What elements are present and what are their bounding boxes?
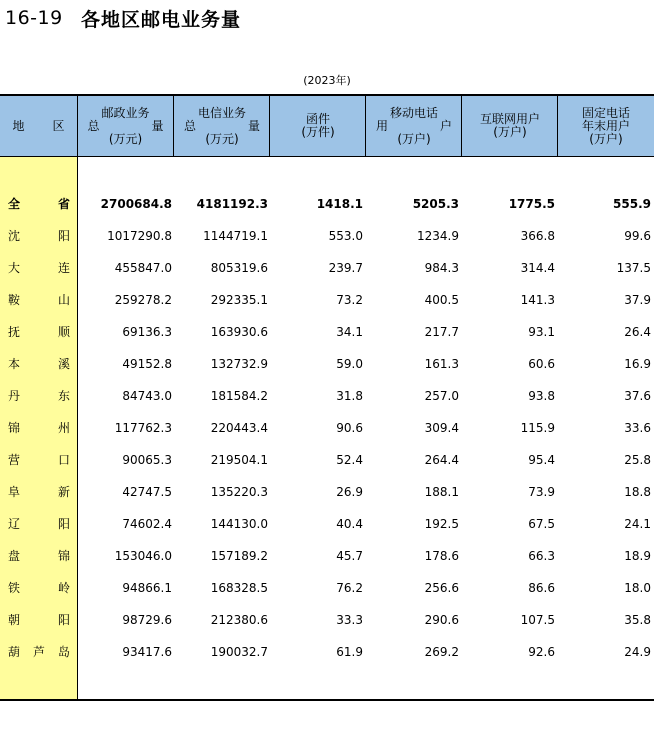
cell-parcels: 553.0 [328,229,363,243]
cell-internet: 1775.5 [508,197,555,211]
cell-telecom: 163930.6 [210,325,268,339]
cell-postal: 94866.1 [122,581,172,595]
region-char: 全 [8,197,21,211]
region-name [8,636,70,668]
region-char: 盘 [8,549,21,563]
region-char: 口 [57,453,70,467]
cell-telecom: 181584.2 [210,389,268,403]
cell-postal: 153046.0 [114,549,172,563]
table-row [0,476,654,508]
header-postal-line1: 邮政业务 [101,105,150,120]
header-postal [77,95,174,157]
year-label: (2023年) [303,74,351,87]
cell-parcels: 31.8 [336,389,363,403]
title-row [5,5,241,31]
cell-postal: 74602.4 [122,517,172,531]
table-row [0,380,654,412]
header-mobile-line1: 移动电话 [389,105,438,120]
header-telecom-line1: 电信业务 [197,105,246,120]
cell-parcels: 52.4 [336,453,363,467]
cell-fixed: 99.6 [624,229,651,243]
table-row-total [0,188,654,220]
header-internet [462,95,558,157]
cell-parcels: 239.7 [328,261,363,275]
cell-fixed: 18.9 [624,549,651,563]
region-name [8,380,70,412]
cell-internet: 141.3 [520,293,555,307]
cell-fixed: 37.9 [624,293,651,307]
cell-fixed: 25.8 [624,453,651,467]
cell-fixed: 26.4 [624,325,651,339]
cell-telecom: 135220.3 [210,485,268,499]
cell-parcels: 40.4 [336,517,363,531]
header-internet-line1: 互联网用户 [479,112,540,126]
header-mobile-line2: 用 户 [376,118,452,133]
header-region [0,95,77,157]
cell-internet: 66.3 [528,549,555,563]
region-name [8,412,70,444]
cell-mobile: 161.3 [424,357,459,371]
table-row [0,540,654,572]
table-title: 各地区邮电业务量 [81,8,242,31]
region-char: 州 [57,421,70,435]
cell-telecom: 144130.0 [210,517,268,531]
cell-internet: 67.5 [528,517,555,531]
cell-internet: 73.9 [528,485,555,499]
region-char: 山 [57,293,70,307]
region-char: 锦 [8,421,21,435]
cell-telecom: 168328.5 [210,581,268,595]
region-name [8,252,70,284]
table-row [0,316,654,348]
cell-internet: 366.8 [520,229,555,243]
cell-mobile: 178.6 [424,549,459,563]
cell-internet: 92.6 [528,645,555,659]
table-row [0,284,654,316]
cell-telecom: 132732.9 [210,357,268,371]
region-name [8,540,70,572]
region-name [8,284,70,316]
region-char: 溪 [57,357,70,371]
cell-fixed: 18.8 [624,485,651,499]
header-mobile [366,95,462,157]
header-fixed-line1: 固定电话 [581,105,630,120]
region-char: 辽 [8,517,21,531]
region-char: 阳 [57,517,70,531]
cell-parcels: 33.3 [336,613,363,627]
cell-mobile: 269.2 [424,645,459,659]
region-char: 朝 [8,613,21,627]
cell-fixed: 24.1 [624,517,651,531]
cell-mobile: 5205.3 [412,197,459,211]
cell-mobile: 400.5 [424,293,459,307]
region-char: 大 [8,261,21,275]
cell-internet: 107.5 [520,613,555,627]
cell-internet: 95.4 [528,453,555,467]
header-mobile-unit: (万户) [397,131,431,146]
cell-mobile: 188.1 [424,485,459,499]
header-parcels-unit: (万件) [301,125,335,139]
cell-fixed: 18.0 [624,581,651,595]
cell-mobile: 217.7 [424,325,459,339]
cell-internet: 314.4 [520,261,555,275]
cell-mobile: 984.3 [424,261,459,275]
region-char: 岭 [57,581,70,595]
region-name [8,348,70,380]
top-rule [0,94,654,96]
header-divider [269,95,270,157]
cell-parcels: 34.1 [336,325,363,339]
region-char: 营 [8,453,21,467]
table-row [0,220,654,252]
cell-mobile: 290.6 [424,613,459,627]
region-name [8,188,70,220]
header-divider [365,95,366,157]
region-char: 阳 [57,613,70,627]
region-char: 东 [57,389,70,403]
header-postal-line2: 总 量 [87,118,164,133]
cell-fixed: 16.9 [624,357,651,371]
cell-internet: 115.9 [520,421,555,435]
cell-fixed: 35.8 [624,613,651,627]
table-row [0,604,654,636]
region-char: 新 [57,485,70,499]
cell-postal: 455847.0 [114,261,172,275]
cell-parcels: 59.0 [336,357,363,371]
table-row [0,252,654,284]
region-char: 顺 [57,325,70,339]
cell-postal: 90065.3 [122,453,172,467]
region-char: 葫 [8,645,21,659]
header-telecom-unit: (万元) [205,131,239,146]
table-row [0,508,654,540]
cell-fixed: 24.9 [624,645,651,659]
region-char: 铁 [8,581,21,595]
table-number: 16-19 [5,7,63,29]
header-divider [461,95,462,157]
region-char: 抚 [8,325,21,339]
region-char: 锦 [57,549,70,563]
cell-internet: 93.8 [528,389,555,403]
cell-telecom: 190032.7 [210,645,268,659]
cell-postal: 84743.0 [122,389,172,403]
cell-telecom: 220443.4 [210,421,268,435]
table-row [0,572,654,604]
cell-postal: 2700684.8 [100,197,172,211]
region-char: 阳 [57,229,70,243]
cell-telecom: 212380.6 [210,613,268,627]
region-char: 丹 [8,389,21,403]
region-char: 沈 [8,229,21,243]
header-internet-unit: (万户) [493,125,527,139]
cell-fixed: 555.9 [613,197,651,211]
header-region-char: 区 [52,118,65,133]
cell-telecom: 805319.6 [210,261,268,275]
cell-mobile: 192.5 [424,517,459,531]
cell-postal: 259278.2 [114,293,172,307]
cell-internet: 93.1 [528,325,555,339]
cell-parcels: 45.7 [336,549,363,563]
region-name [8,604,70,636]
cell-postal: 93417.6 [122,645,172,659]
cell-mobile: 309.4 [424,421,459,435]
header-divider [173,95,174,157]
cell-mobile: 256.6 [424,581,459,595]
cell-postal: 69136.3 [122,325,172,339]
header-divider [557,95,558,157]
bottom-rule [0,699,654,701]
cell-telecom: 4181192.3 [196,197,268,211]
region-name [8,572,70,604]
cell-postal: 1017290.8 [107,229,172,243]
cell-internet: 60.6 [528,357,555,371]
cell-postal: 117762.3 [114,421,172,435]
header-parcels [270,95,366,157]
header-telecom [174,95,270,157]
header-telecom-line2: 总 量 [184,118,260,133]
header-parcels-line1: 函件 [305,112,330,126]
cell-parcels: 1418.1 [316,197,363,211]
cell-parcels: 26.9 [336,485,363,499]
header-region-char: 地 [12,118,25,133]
cell-parcels: 76.2 [336,581,363,595]
header-fixed [558,95,654,157]
table-row [0,348,654,380]
region-char: 芦 [32,645,45,659]
region-char: 岛 [57,645,70,659]
cell-postal: 98729.6 [122,613,172,627]
cell-telecom: 157189.2 [210,549,268,563]
cell-telecom: 219504.1 [210,453,268,467]
cell-fixed: 33.6 [624,421,651,435]
cell-mobile: 1234.9 [417,229,459,243]
region-char: 连 [57,261,70,275]
region-name [8,444,70,476]
cell-postal: 49152.8 [122,357,172,371]
cell-fixed: 37.6 [624,389,651,403]
region-char: 鞍 [8,293,21,307]
header-fixed-unit: (万户) [589,131,623,146]
region-name [8,508,70,540]
cell-parcels: 90.6 [336,421,363,435]
cell-mobile: 257.0 [424,389,459,403]
header-fixed-line2: 年末用户 [581,118,630,133]
cell-mobile: 264.4 [424,453,459,467]
table-row [0,444,654,476]
header-postal-unit: (万元) [108,131,143,146]
region-name [8,476,70,508]
region-name [8,220,70,252]
region-name [8,316,70,348]
cell-internet: 86.6 [528,581,555,595]
header-bottom-rule [0,156,654,157]
cell-fixed: 137.5 [616,261,651,275]
table-row [0,636,654,668]
cell-parcels: 61.9 [336,645,363,659]
region-char: 本 [8,357,21,371]
cell-parcels: 73.2 [336,293,363,307]
cell-postal: 42747.5 [122,485,172,499]
table-row [0,412,654,444]
cell-telecom: 292335.1 [210,293,268,307]
region-char: 阜 [8,485,21,499]
cell-telecom: 1144719.1 [203,229,268,243]
region-char: 省 [57,197,70,211]
